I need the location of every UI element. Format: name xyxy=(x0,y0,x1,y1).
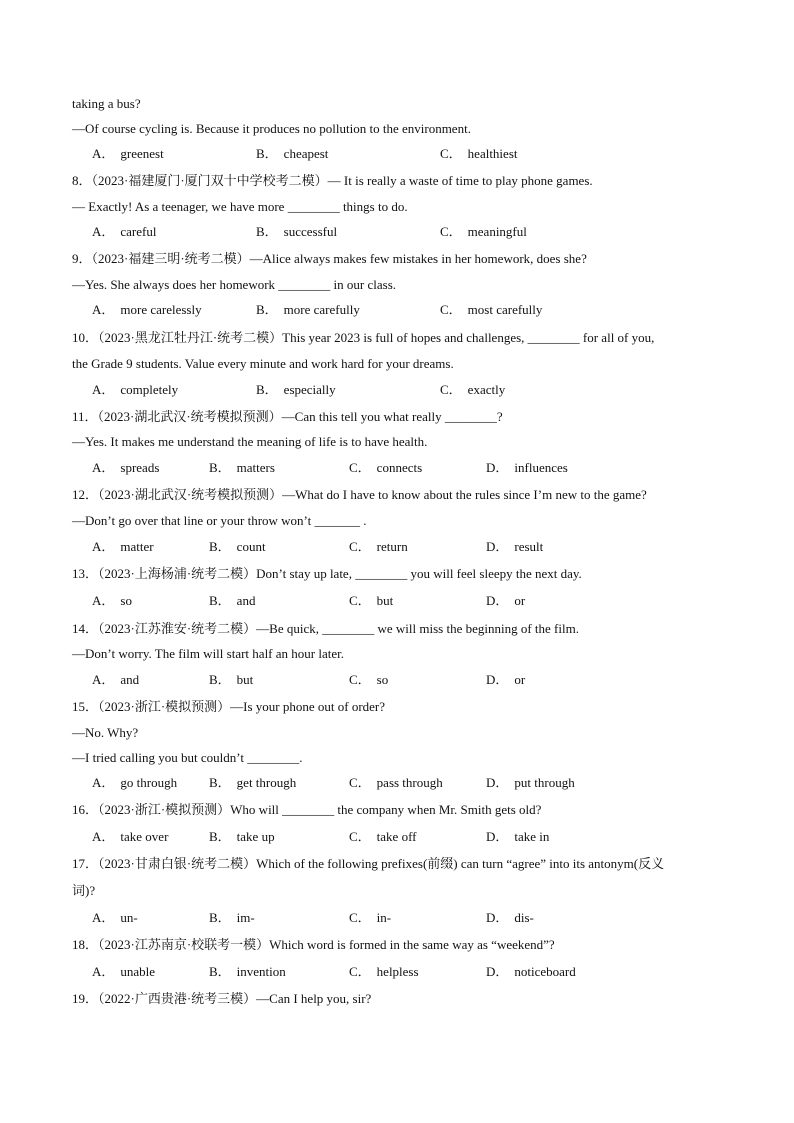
option-c: C． connects xyxy=(349,460,423,475)
question-10: 10．（2023·黑龙江牡丹江·统考二模）This year 2023 is full of hopes and challenges, ________ for all of you, xyxy=(72,330,655,345)
option-a: A． unable xyxy=(92,964,156,979)
text-line: —Don’t worry. The film will start half an hour later. xyxy=(72,646,344,661)
text-line: —Of course cycling is. Because it produces no pollution to the environment. xyxy=(72,121,471,136)
option-c: C． helpless xyxy=(349,964,419,979)
question-16: 16．（2023·浙江·模拟预测）Who will ________ the company when Mr. Smith gets old? xyxy=(72,802,542,817)
option-d: D． put through xyxy=(486,775,575,790)
option-d: D． or xyxy=(486,593,526,608)
option-c: C． healthiest xyxy=(440,146,518,161)
question-19: 19．（2022·广西贵港·统考三模）—Can I help you, sir? xyxy=(72,991,372,1006)
option-a: A． un- xyxy=(92,910,138,925)
question-11: 11．（2023·湖北武汉·统考模拟预测）—Can this tell you what really ________? xyxy=(72,409,503,424)
option-a: A． matter xyxy=(92,539,154,554)
question-14: 14．（2023·江苏淮安·统考二模）—Be quick, ________ we will miss the beginning of the film. xyxy=(72,621,579,636)
option-a: A． spreads xyxy=(92,460,160,475)
option-c: C． take off xyxy=(349,829,417,844)
option-a: A． go through xyxy=(92,775,178,790)
option-b: B． get through xyxy=(209,775,297,790)
question-12: 12．（2023·湖北武汉·统考模拟预测）—What do I have to know about the rules since I’m new to the game? xyxy=(72,487,647,502)
option-a: A． greenest xyxy=(92,146,164,161)
question-8: 8．（2023·福建厦门·厦门双十中学校考二模）— It is really a waste of time to play phone games. xyxy=(72,173,593,188)
text-line: taking a bus? xyxy=(72,96,141,111)
option-d: D． noticeboard xyxy=(486,964,576,979)
option-c: C． in- xyxy=(349,910,392,925)
option-b: B． and xyxy=(209,593,256,608)
text-line: —Don’t go over that line or your throw won’t _______ . xyxy=(72,513,367,528)
option-d: D． take in xyxy=(486,829,550,844)
option-c: C． exactly xyxy=(440,382,506,397)
text-line: 词)? xyxy=(72,883,96,898)
option-c: C． pass through xyxy=(349,775,443,790)
option-a: A． more carelessly xyxy=(92,302,202,317)
option-b: B． take up xyxy=(209,829,275,844)
text-line: — Exactly! As a teenager, we have more ________ things to do. xyxy=(72,199,408,214)
option-b: B． cheapest xyxy=(256,146,329,161)
question-15: 15．（2023·浙江·模拟预测）—Is your phone out of order? xyxy=(72,699,386,714)
option-d: D． dis- xyxy=(486,910,534,925)
option-b: B． but xyxy=(209,672,254,687)
option-c: C． meaningful xyxy=(440,224,527,239)
question-9: 9．（2023·福建三明·统考二模）—Alice always makes few mistakes in her homework, does she? xyxy=(72,251,587,266)
option-c: C． but xyxy=(349,593,394,608)
text-line: —Yes. It makes me understand the meaning of life is to have health. xyxy=(72,434,428,449)
option-a: A． careful xyxy=(92,224,157,239)
option-c: C． most carefully xyxy=(440,302,543,317)
option-b: B． invention xyxy=(209,964,286,979)
option-a: A． completely xyxy=(92,382,179,397)
question-13: 13．（2023·上海杨浦·统考二模）Don’t stay up late, ________ you will feel sleepy the next day. xyxy=(72,566,582,581)
option-d: D． influences xyxy=(486,460,568,475)
option-a: A． and xyxy=(92,672,140,687)
option-b: B． count xyxy=(209,539,266,554)
option-a: A． so xyxy=(92,593,132,608)
option-b: B． more carefully xyxy=(256,302,360,317)
text-line: —No. Why? xyxy=(72,725,139,740)
option-b: B． matters xyxy=(209,460,275,475)
option-b: B． especially xyxy=(256,382,336,397)
option-d: D． result xyxy=(486,539,544,554)
text-line: —Yes. She always does her homework ________ in our class. xyxy=(72,277,397,292)
option-c: C． so xyxy=(349,672,389,687)
option-d: D． or xyxy=(486,672,526,687)
question-18: 18．（2023·江苏南京·校联考一模）Which word is formed in the same way as “weekend”? xyxy=(72,937,555,952)
option-b: B． im- xyxy=(209,910,255,925)
option-a: A． take over xyxy=(92,829,169,844)
question-17: 17．（2023·甘肃白银·统考二模）Which of the following prefixes(前缀) can turn “agree” into its antonym(反义 xyxy=(72,856,665,871)
text-line: the Grade 9 students. Value every minute and work hard for your dreams. xyxy=(72,356,454,371)
option-b: B． successful xyxy=(256,224,338,239)
text-line: —I tried calling you but couldn’t ________. xyxy=(72,750,303,765)
option-c: C． return xyxy=(349,539,408,554)
